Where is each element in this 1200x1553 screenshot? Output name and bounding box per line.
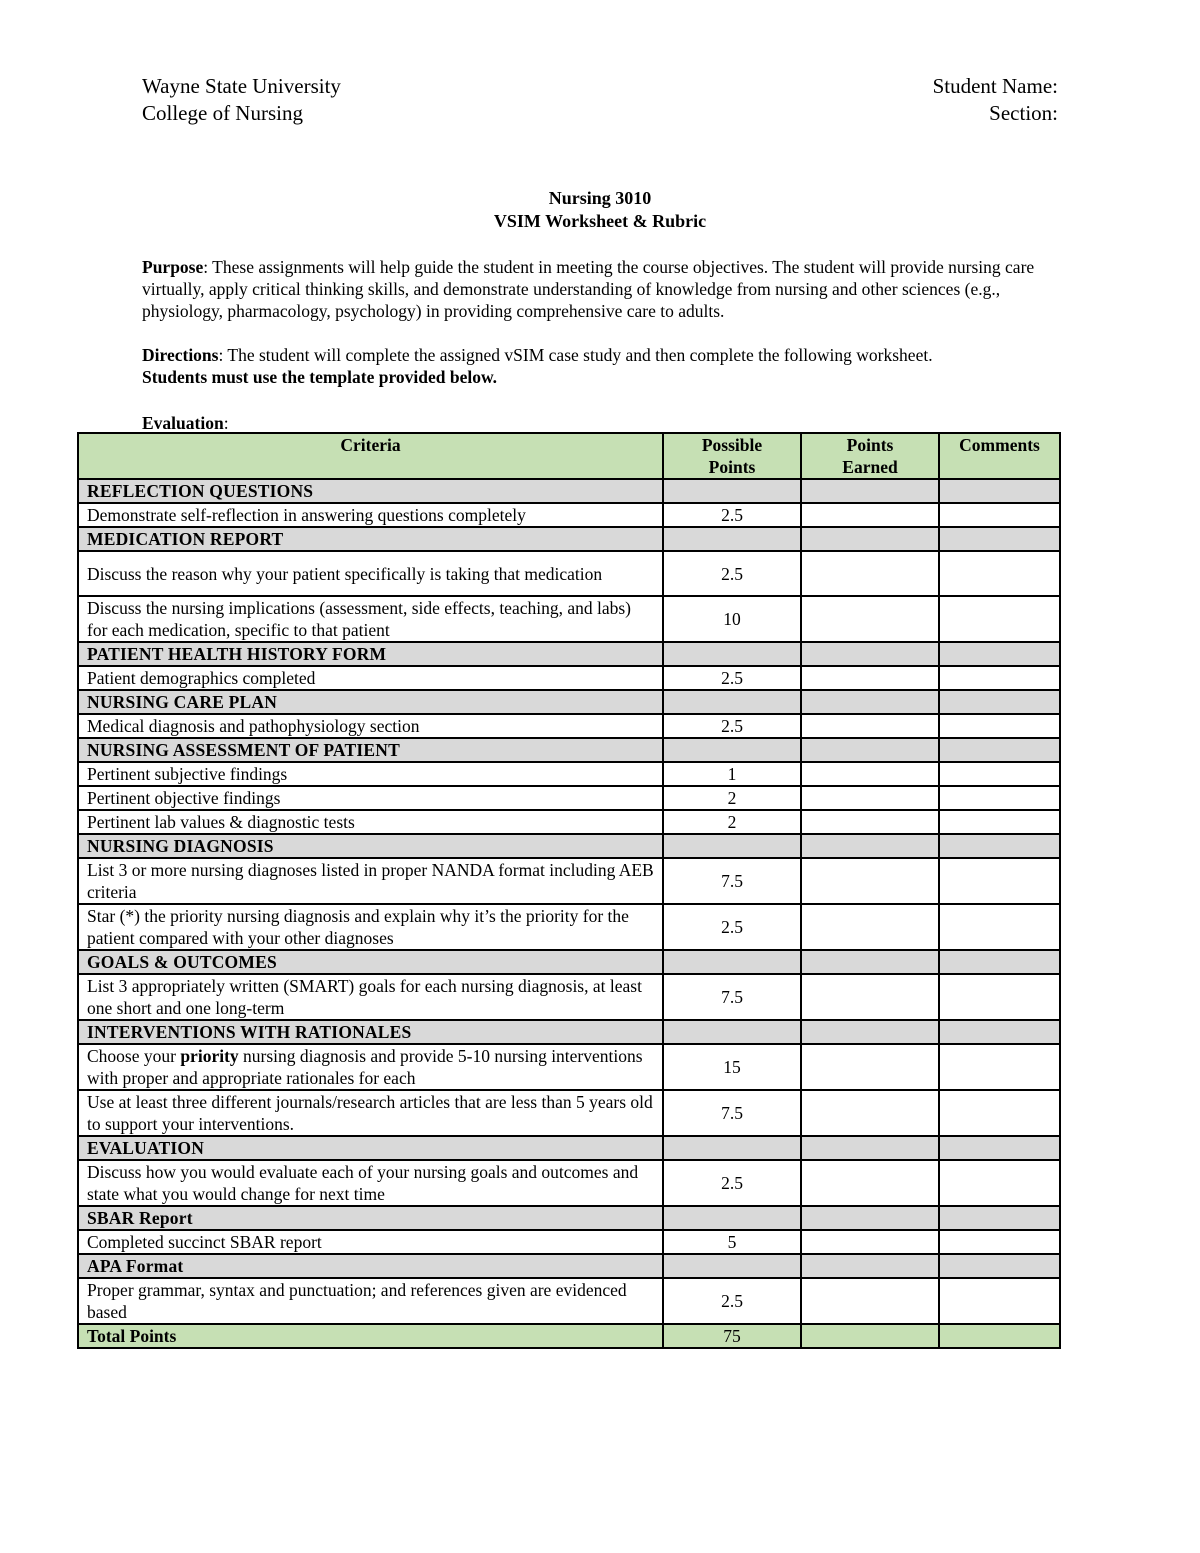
document-title (0, 187, 1200, 233)
possible-points: 2.5 (663, 904, 801, 950)
possible-points: 5 (663, 1230, 801, 1254)
possible-points: 2.5 (663, 503, 801, 527)
rubric-header-row (78, 433, 1060, 479)
possible-points: 7.5 (663, 858, 801, 904)
criteria-row (78, 503, 1060, 527)
points-earned-cell[interactable] (801, 1044, 939, 1090)
comments-cell[interactable] (939, 1278, 1060, 1324)
points-earned-cell[interactable] (801, 596, 939, 642)
points-earned-header-line1: Points (846, 435, 894, 455)
section-cell (663, 1020, 801, 1044)
total-points: 75 (663, 1324, 801, 1348)
purpose-label: Purpose (142, 257, 204, 277)
total-earned-cell[interactable] (801, 1324, 939, 1348)
possible-points: 15 (663, 1044, 801, 1090)
possible-points: 7.5 (663, 1090, 801, 1136)
section-cell (939, 642, 1060, 666)
criteria-header: Criteria (78, 433, 663, 479)
possible-points: 2.5 (663, 1160, 801, 1206)
points-earned-cell[interactable] (801, 810, 939, 834)
section-row (78, 690, 1060, 714)
comments-cell[interactable] (939, 551, 1060, 596)
criteria-text: Discuss how you would evaluate each of your nursing goals and outcomes and state what you would change for next time (78, 1160, 663, 1206)
section-row (78, 527, 1060, 551)
comments-cell[interactable] (939, 666, 1060, 690)
criteria-row (78, 810, 1060, 834)
section-cell (801, 834, 939, 858)
section-row (78, 642, 1060, 666)
section-row (78, 1020, 1060, 1044)
rubric-table (77, 432, 1061, 1349)
points-earned-cell[interactable] (801, 974, 939, 1020)
section-cell (801, 1206, 939, 1230)
points-earned-cell[interactable] (801, 786, 939, 810)
criteria-text: Proper grammar, syntax and punctuation; and references given are evidenced based (78, 1278, 663, 1324)
criteria-row (78, 858, 1060, 904)
criteria-text: Pertinent subjective findings (78, 762, 663, 786)
section-title: INTERVENTIONS WITH RATIONALES (78, 1020, 663, 1044)
possible-points: 2.5 (663, 1278, 801, 1324)
section-cell (663, 642, 801, 666)
possible-points: 2.5 (663, 551, 801, 596)
criteria-text: Discuss the reason why your patient specifically is taking that medication (78, 551, 663, 596)
section-cell (939, 1254, 1060, 1278)
comments-header: Comments (939, 433, 1060, 479)
section-cell (939, 950, 1060, 974)
section-row (78, 479, 1060, 503)
criteria-row (78, 1090, 1060, 1136)
points-earned-cell[interactable] (801, 904, 939, 950)
criteria-text-pre: Choose your (87, 1046, 181, 1066)
section-title: APA Format (78, 1254, 663, 1278)
possible-points: 2 (663, 786, 801, 810)
purpose-paragraph (142, 256, 1062, 322)
comments-cell[interactable] (939, 1230, 1060, 1254)
section-cell (801, 1254, 939, 1278)
possible-points: 2.5 (663, 714, 801, 738)
comments-cell[interactable] (939, 786, 1060, 810)
evaluation-heading (142, 412, 1062, 434)
points-earned-cell[interactable] (801, 1278, 939, 1324)
possible-points: 10 (663, 596, 801, 642)
possible-points: 2 (663, 810, 801, 834)
criteria-row (78, 974, 1060, 1020)
possible-points-header (663, 433, 801, 479)
section-cell (939, 1020, 1060, 1044)
section-cell (663, 479, 801, 503)
criteria-row (78, 596, 1060, 642)
points-earned-cell[interactable] (801, 666, 939, 690)
section-cell (939, 527, 1060, 551)
criteria-text: Use at least three different journals/research articles that are less than 5 years old to support your interventions. (78, 1090, 663, 1136)
section-cell (801, 690, 939, 714)
criteria-text: Completed succinct SBAR report (78, 1230, 663, 1254)
section-title: EVALUATION (78, 1136, 663, 1160)
course-title: Nursing 3010 (548, 188, 652, 208)
comments-cell[interactable] (939, 1160, 1060, 1206)
section-title: REFLECTION QUESTIONS (78, 479, 663, 503)
criteria-row (78, 714, 1060, 738)
section-cell (801, 1020, 939, 1044)
section-cell (939, 690, 1060, 714)
possible-points-header-line2: Points (708, 457, 756, 477)
section-cell (663, 834, 801, 858)
section-cell (801, 950, 939, 974)
section-cell (939, 738, 1060, 762)
comments-cell[interactable] (939, 1090, 1060, 1136)
section-cell (801, 527, 939, 551)
criteria-row (78, 1044, 1060, 1090)
header-left (142, 73, 341, 127)
evaluation-colon: : (223, 413, 229, 433)
total-comments-cell[interactable] (939, 1324, 1060, 1348)
evaluation-label: Evaluation (142, 413, 224, 433)
comments-cell[interactable] (939, 596, 1060, 642)
section-cell (939, 1136, 1060, 1160)
comments-cell[interactable] (939, 1044, 1060, 1090)
section-title: SBAR Report (78, 1206, 663, 1230)
points-earned-header-line2: Earned (842, 457, 898, 477)
criteria-row (78, 1230, 1060, 1254)
section-cell (663, 1254, 801, 1278)
total-row (78, 1324, 1060, 1348)
section-row (78, 1206, 1060, 1230)
criteria-text-post: nursing diagnosis and provide 5-10 nursing interventions with proper and appropriate rationales for each (87, 1046, 643, 1088)
criteria-row (78, 762, 1060, 786)
comments-cell[interactable] (939, 974, 1060, 1020)
criteria-row (78, 666, 1060, 690)
section-cell (939, 834, 1060, 858)
total-label: Total Points (78, 1324, 663, 1348)
points-earned-cell[interactable] (801, 551, 939, 596)
criteria-text: Pertinent objective findings (78, 786, 663, 810)
section-cell (939, 1206, 1060, 1230)
criteria-text: Patient demographics completed (78, 666, 663, 690)
points-earned-header (801, 433, 939, 479)
criteria-row (78, 786, 1060, 810)
criteria-text: Medical diagnosis and pathophysiology section (78, 714, 663, 738)
section-cell (939, 479, 1060, 503)
criteria-row (78, 1160, 1060, 1206)
criteria-text: Discuss the nursing implications (assessment, side effects, teaching, and labs) for each medication, specific to that patient (78, 596, 663, 642)
criteria-text: List 3 appropriately written (SMART) goals for each nursing diagnosis, at least one short and one long-term (78, 974, 663, 1020)
section-row (78, 1136, 1060, 1160)
criteria-text-bold: priority (180, 1046, 239, 1066)
section-cell (663, 1206, 801, 1230)
criteria-row (78, 1278, 1060, 1324)
points-earned-cell[interactable] (801, 858, 939, 904)
section-cell (801, 738, 939, 762)
directions-text: : The student will complete the assigned vSIM case study and then complete the following worksheet. (218, 345, 933, 365)
section-row (78, 950, 1060, 974)
header-right (933, 73, 1058, 127)
section-cell (663, 950, 801, 974)
points-earned-cell[interactable] (801, 1090, 939, 1136)
comments-cell[interactable] (939, 810, 1060, 834)
section-cell (663, 690, 801, 714)
points-earned-cell[interactable] (801, 714, 939, 738)
points-earned-cell[interactable] (801, 1230, 939, 1254)
section-label: Section: (989, 101, 1058, 125)
section-cell (801, 642, 939, 666)
criteria-row (78, 551, 1060, 596)
criteria-text: Demonstrate self-reflection in answering questions completely (78, 503, 663, 527)
section-title: PATIENT HEALTH HISTORY FORM (78, 642, 663, 666)
possible-points: 1 (663, 762, 801, 786)
section-cell (801, 1136, 939, 1160)
section-title: GOALS & OUTCOMES (78, 950, 663, 974)
possible-points: 2.5 (663, 666, 801, 690)
points-earned-cell[interactable] (801, 503, 939, 527)
section-cell (663, 1136, 801, 1160)
directions-emphasis: Students must use the template provided below. (142, 367, 498, 387)
purpose-text: : These assignments will help guide the student in meeting the course objectives. The student will provide nursing care virtually, apply critical thinking skills, and demonstrate understanding of knowledge from nursing and other sciences (e.g., physiology, pharmacology, psychology) in providing comprehensive care to adults. (142, 257, 1035, 321)
section-cell (663, 527, 801, 551)
section-row (78, 1254, 1060, 1278)
criteria-text: Star (*) the priority nursing diagnosis and explain why it’s the priority for the patient compared with your other diagnoses (78, 904, 663, 950)
college-name: College of Nursing (142, 101, 303, 125)
section-cell (801, 479, 939, 503)
comments-cell[interactable] (939, 858, 1060, 904)
section-row (78, 834, 1060, 858)
directions-label: Directions (142, 345, 219, 365)
section-title: NURSING CARE PLAN (78, 690, 663, 714)
possible-points-header-line1: Possible (701, 435, 763, 455)
section-row (78, 738, 1060, 762)
worksheet-title: VSIM Worksheet & Rubric (493, 211, 707, 231)
criteria-text: Pertinent lab values & diagnostic tests (78, 810, 663, 834)
section-title: MEDICATION REPORT (78, 527, 663, 551)
comments-cell[interactable] (939, 714, 1060, 738)
points-earned-cell[interactable] (801, 1160, 939, 1206)
possible-points: 7.5 (663, 974, 801, 1020)
criteria-row (78, 904, 1060, 950)
student-name-label: Student Name: (932, 74, 1058, 98)
comments-cell[interactable] (939, 503, 1060, 527)
section-title: NURSING ASSESSMENT OF PATIENT (78, 738, 663, 762)
points-earned-cell[interactable] (801, 762, 939, 786)
comments-cell[interactable] (939, 904, 1060, 950)
comments-cell[interactable] (939, 762, 1060, 786)
section-cell (663, 738, 801, 762)
section-title: NURSING DIAGNOSIS (78, 834, 663, 858)
criteria-text (78, 1044, 663, 1090)
university-name: Wayne State University (142, 74, 341, 98)
directions-paragraph (142, 344, 1062, 388)
criteria-text: List 3 or more nursing diagnoses listed in proper NANDA format including AEB criteria (78, 858, 663, 904)
